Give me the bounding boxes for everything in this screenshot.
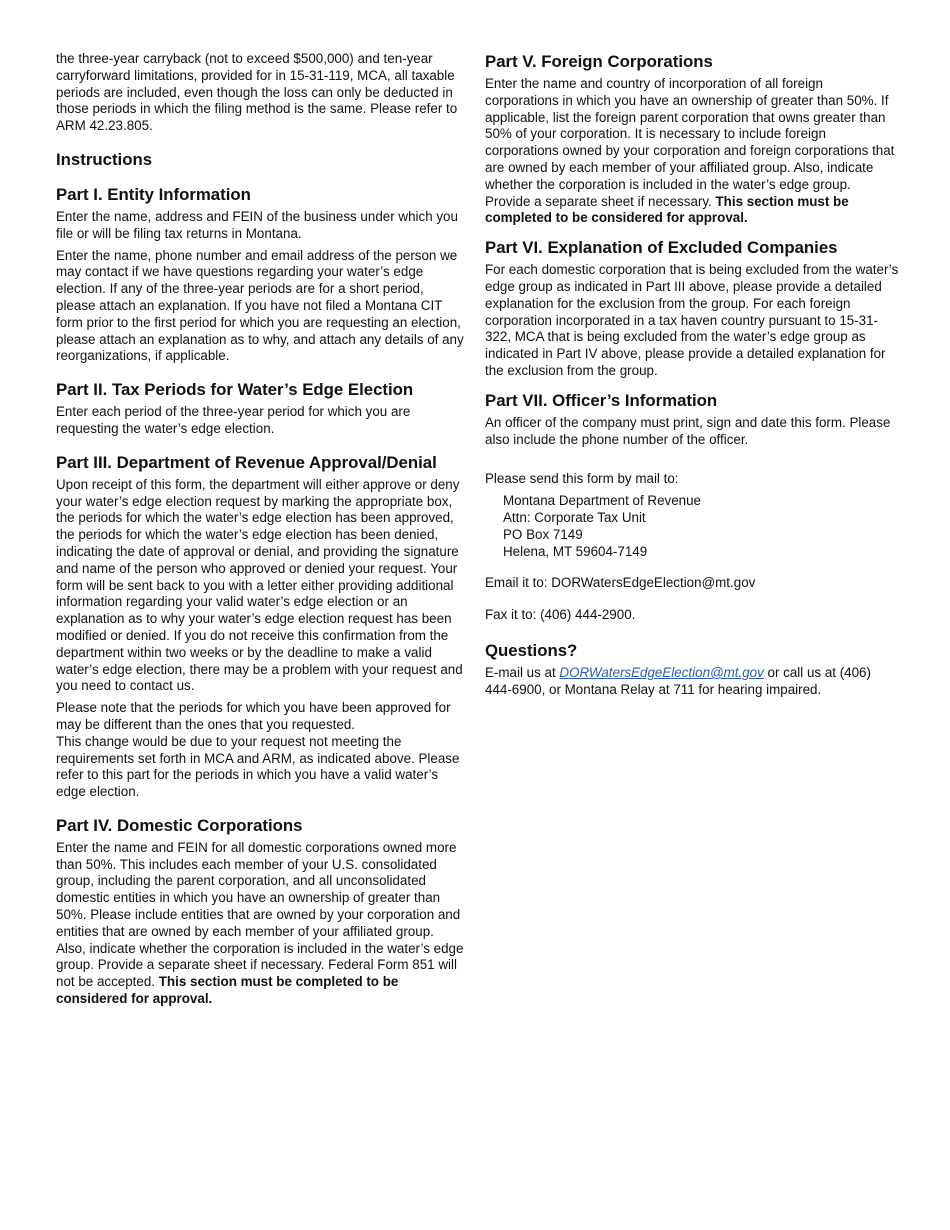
instructions-heading: Instructions (56, 149, 153, 169)
part2-paragraph-1: Enter each period of the three-year period for which you are requesting the water’s edge election. (56, 404, 411, 436)
mail-intro: Please send this form by mail to: (485, 471, 679, 487)
part3-section (56, 452, 464, 801)
part1-section (56, 184, 464, 365)
questions-heading: Questions? (485, 640, 578, 660)
part7-heading: Part VII. Officer’s Information (485, 390, 718, 410)
questions-section (485, 640, 899, 699)
part2-section (56, 379, 464, 438)
part4-section (56, 815, 464, 1008)
part5-required-note: This section must be completed to be considered for approval. (485, 193, 849, 226)
part1-paragraph-1: Enter the name, address and FEIN of the business under which you file or will be filing tax returns in Montana. (56, 208, 458, 241)
address-line-1: Montana Department of Revenue (503, 493, 702, 509)
address-line-3: PO Box 7149 (503, 526, 583, 542)
email-link[interactable]: DORWatersEdgeElection@mt.gov (559, 664, 764, 680)
part5-section (485, 51, 899, 227)
questions-prefix: E-mail us at (485, 664, 560, 680)
mail-block (485, 471, 899, 560)
spacer (485, 565, 899, 575)
part5-text: Enter the name and country of incorporation of all foreign corporations in which you have an ownership of greater than 50%. If applicable, list the foreign parent corporation that owns greater than 50% of your corporation. It is necessary to include foreign corporations owned by your corporation and foreign corporations that are owned by each member of your affiliated group. Also, indicate whether the corporation is included in the water’s edge group. Provide a separate sheet if necessary. (485, 76, 895, 209)
part4-text: Enter the name and FEIN for all domestic corporations owned more than 50%. This includes each member of your U.S. consolidated group, including the parent corporation, and all unconsolidated domestic entities in which you have an ownership of greater than 50%. Please include entities that are owned by your corporation and entities that are owned by each member of your affiliated group. Also, indicate whether the corporation is included in the water’s edge group. Provide a separate sheet if necessary. Federal Form 851 will not be accepted. (56, 839, 464, 990)
questions-paragraph (485, 665, 899, 699)
intro-paragraph: the three-year carryback (not to exceed $500,000) and ten-year carryforward limitations, provided for in 15-31-119, MCA, all taxable periods are included, even though the loss can only be deducted in those periods in which the filing method is the same. Please refer to ARM 42.23.805. (56, 51, 458, 134)
part1-paragraph-2: Enter the name, phone number and email address of the person we may contact if we have questions regarding your water’s edge election. If any of the three-year periods are for a short period, please attach an explanation. If you have not filed a Montana CIT form prior to the first period for which you are requesting an election, please attach an explanation as to why, and attach any details of any reorganizations, if applicable. (56, 247, 464, 364)
part6-paragraph-1: For each domestic corporation that is being excluded from the water’s edge group as indicated in Part III above, please provide a detailed explanation for the exclusion from the group. For each foreign corporation incorporated in a tax haven country pursuant to 15-31-322, MCA that is being excluded from the water’s edge group as indicated in Part IV above, please provide a detailed explanation for the exclusion from the group. (485, 262, 899, 378)
part5-heading: Part V. Foreign Corporations (485, 52, 713, 71)
part4-required-note: This section must be completed to be considered for approval. (56, 974, 399, 1007)
part2-heading: Part II. Tax Periods for Water’s Edge Election (56, 380, 414, 400)
email-line: Email it to: DORWatersEdgeElection@mt.gov (485, 575, 756, 591)
questions-suffix: or call us at (406) 444-6900, or Montana Relay at 711 for hearing impaired. (485, 664, 871, 697)
address-line-2: Attn: Corporate Tax Unit (503, 509, 646, 525)
part1-heading: Part I. Entity Information (56, 184, 251, 204)
part7-paragraph-1: An officer of the company must print, sign and date this form. Please also include the phone number of the officer. (485, 414, 891, 447)
part3-paragraph-3: This change would be due to your request not meeting the requirements set forth in MCA and ARM, as indicated above. Please refer to this part for the periods in which you have a valid water’s edge election. (56, 733, 460, 800)
part4-paragraph-1 (56, 840, 464, 1008)
mailing-address (503, 493, 899, 560)
part3-paragraph-1: Upon receipt of this form, the department will either approve or deny your water’s edge election request by marking the appropriate box, the periods for which the water’s edge election has been approved, the periods for which the water’s edge election has been denied, indicating the date of approval or denial, and providing the signature and name of the person who approved or denied your request. Your form will be sent back to you with a letter either providing additional information regarding your valid water’s edge election or an explanation as to why your water’s edge election request has been modified or denied. If you do not receive this confirmation from the department within two weeks or by the deadline to make a valid water’s edge election, there may be a problem with your request and you need to contact us. (56, 476, 463, 694)
part3-heading: Part III. Department of Revenue Approval/Denial (56, 452, 437, 472)
left-column (56, 51, 464, 1013)
fax-line: Fax it to: (406) 444-2900. (485, 607, 636, 623)
address-line-4: Helena, MT 59604-7149 (503, 543, 648, 559)
part4-heading: Part IV. Domestic Corporations (56, 815, 303, 835)
part5-paragraph-1 (485, 76, 899, 227)
part6-heading: Part VI. Explanation of Excluded Companies (485, 238, 838, 258)
part6-section (485, 237, 899, 380)
spacer (485, 453, 899, 471)
part7-section (485, 390, 899, 449)
part3-paragraph-2: Please note that the periods for which you have been approved for may be different than the ones that you requested. (56, 700, 451, 732)
right-column (485, 51, 899, 704)
spacer (485, 597, 899, 607)
